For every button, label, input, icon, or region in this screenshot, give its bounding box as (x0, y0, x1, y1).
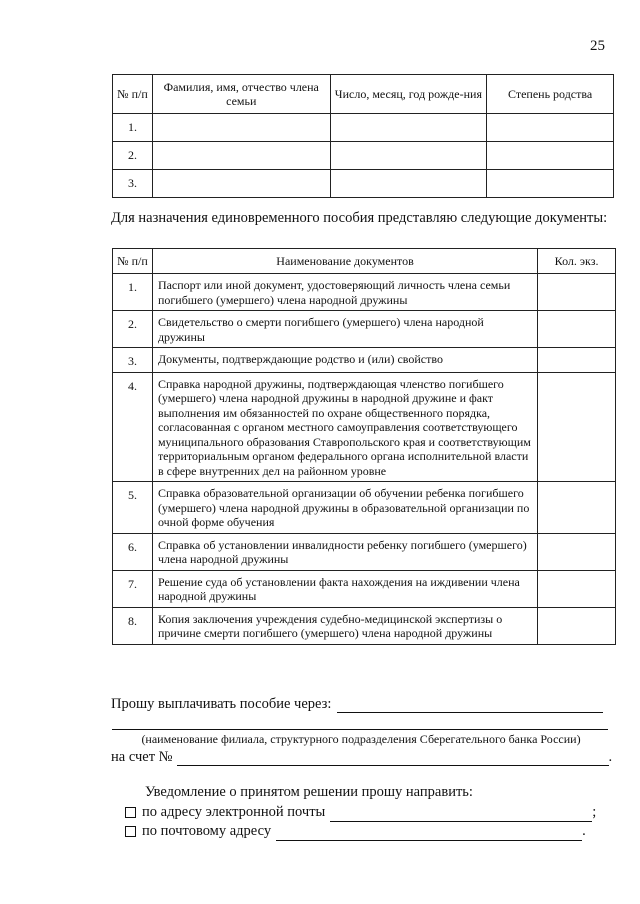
table-row (113, 372, 616, 482)
table-row (113, 570, 616, 607)
column-header: Наименование документов (152, 249, 537, 274)
column-header: № п/п (113, 75, 153, 114)
row-number: 1. (113, 274, 153, 311)
payment-method-field[interactable] (337, 698, 603, 713)
family-name-cell[interactable] (152, 142, 330, 170)
document-name: Справка об установлении инвалидности ребенку погибшего (умершего) члена народной дружины (152, 533, 537, 570)
table-row (113, 607, 616, 644)
page-number: 25 (590, 38, 605, 54)
notification-title: Уведомление о принятом решении прошу направить: (145, 784, 473, 800)
account-end: . (608, 749, 613, 765)
email-field[interactable] (330, 807, 592, 822)
documents-table (112, 248, 616, 645)
table-row (113, 170, 614, 198)
email-option (111, 803, 617, 822)
email-end: ; (592, 804, 597, 820)
document-name: Документы, подтверждающие родство и (или) свойство (152, 348, 537, 373)
account-label: на счет № (111, 749, 173, 765)
payment-label: Прошу выплачивать пособие через: (111, 696, 332, 712)
table-row (113, 311, 616, 348)
copies-cell[interactable] (538, 274, 616, 311)
document-name: Паспорт или иной документ, удостоверяющий личность члена семьи погибшего (умершего) члена народной дружины (152, 274, 537, 311)
birth-date-cell[interactable] (330, 170, 487, 198)
copies-cell[interactable] (538, 482, 616, 534)
copies-cell[interactable] (538, 372, 616, 482)
row-number: 3. (113, 348, 153, 373)
row-number: 2. (113, 142, 153, 170)
birth-date-cell[interactable] (330, 114, 487, 142)
document-name: Копия заключения учреждения судебно-медицинской экспертизы о причине смерти погибшего (умершего) члена народной дружины (152, 607, 537, 644)
documents-intro: Для назначения единовременного пособия представляю следующие документы: (111, 210, 608, 226)
copies-cell[interactable] (538, 533, 616, 570)
account-row (111, 749, 617, 766)
column-header: Кол. экз. (538, 249, 616, 274)
table-row (113, 114, 614, 142)
row-number: 2. (113, 311, 153, 348)
document-name: Свидетельство о смерти погибшего (умершего) члена народной дружины (152, 311, 537, 348)
row-number: 7. (113, 570, 153, 607)
email-checkbox[interactable] (125, 807, 136, 818)
family-name-cell[interactable] (152, 114, 330, 142)
post-option-label: по почтовому адресу (142, 823, 272, 839)
payment-section (111, 696, 617, 766)
email-option-label: по адресу электронной почты (142, 804, 326, 820)
copies-cell[interactable] (538, 348, 616, 373)
table-row (113, 274, 616, 311)
family-name-cell[interactable] (152, 170, 330, 198)
row-number: 6. (113, 533, 153, 570)
document-name: Решение суда об установлении факта нахождения на иждивении члена народной дружины (152, 570, 537, 607)
row-number: 5. (113, 482, 153, 534)
branch-caption: (наименование филиала, структурного подразделения Сберегательного банка России) (141, 732, 581, 746)
relation-cell[interactable] (487, 170, 614, 198)
document-name: Справка народной дружины, подтверждающая членство погибшего (умершего) члена народной дружины в народной дружине и факт выполнения им обязанностей по охране общественного порядка, согласованная с органом местного самоуправления соответствующего муниципального образования Ставропольского края и соответствующим территориальным органом федерального органа исполнительной власти в сфере внутренних дел на районном уровне (152, 372, 537, 482)
column-header: Число, месяц, год рожде-ния (330, 75, 487, 114)
relation-cell[interactable] (487, 142, 614, 170)
table-row (113, 533, 616, 570)
row-number: 4. (113, 372, 153, 482)
copies-cell[interactable] (538, 607, 616, 644)
relation-cell[interactable] (487, 114, 614, 142)
copies-cell[interactable] (538, 311, 616, 348)
notification-section (111, 783, 617, 841)
docs-table-header (113, 249, 616, 274)
family-table-header (113, 75, 614, 114)
branch-name-field[interactable] (112, 717, 608, 730)
document-name: Справка образовательной организации об обучении ребенка погибшего (умершего) члена народной дружины в образовательной организации по очной форме обучения (152, 482, 537, 534)
payment-row (111, 696, 617, 713)
family-members-table (112, 74, 614, 198)
post-end: . (582, 823, 586, 839)
table-row (113, 348, 616, 373)
birth-date-cell[interactable] (330, 142, 487, 170)
copies-cell[interactable] (538, 570, 616, 607)
row-number: 1. (113, 114, 153, 142)
column-header: Фамилия, имя, отчество члена семьи (152, 75, 330, 114)
table-row (113, 142, 614, 170)
postal-address-field[interactable] (276, 826, 582, 841)
row-number: 8. (113, 607, 153, 644)
column-header: Степень родства (487, 75, 614, 114)
account-number-field[interactable] (177, 751, 609, 766)
post-option (111, 822, 617, 841)
post-checkbox[interactable] (125, 826, 136, 837)
row-number: 3. (113, 170, 153, 198)
table-row (113, 482, 616, 534)
column-header: № п/п (113, 249, 153, 274)
